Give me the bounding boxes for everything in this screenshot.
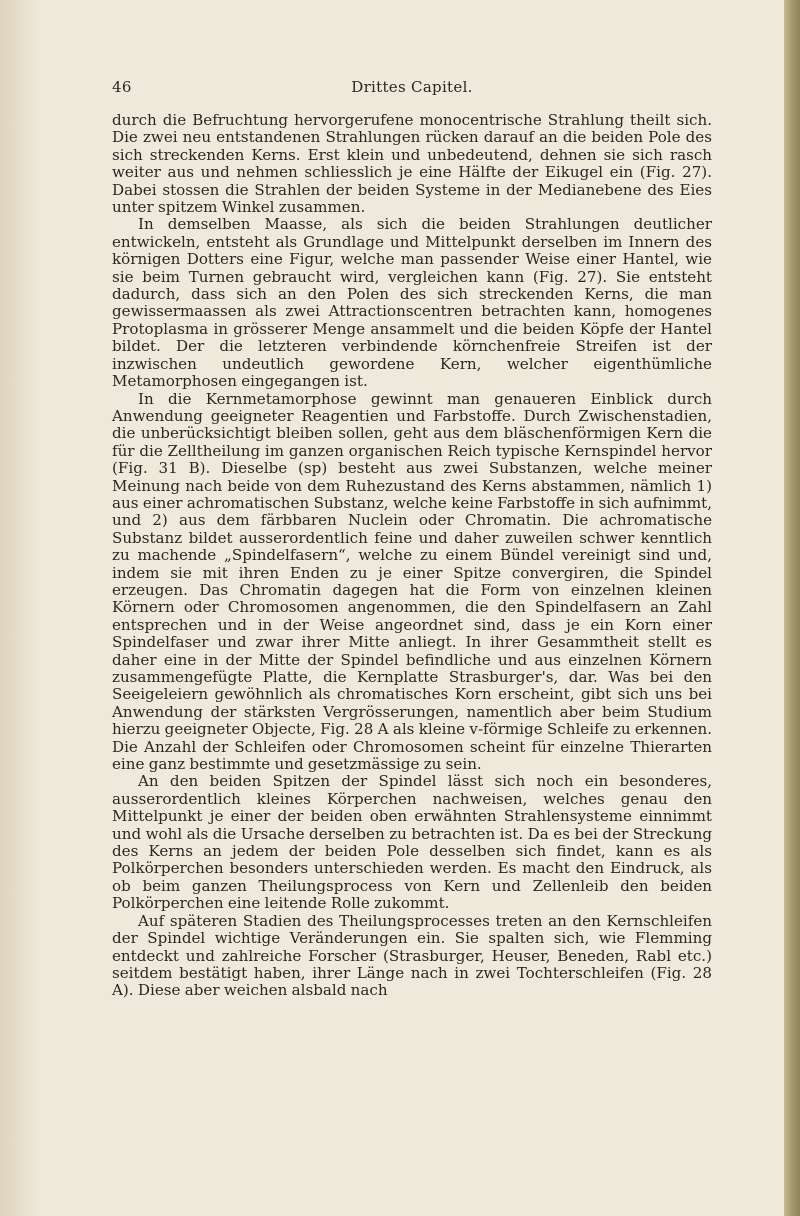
gutter-shadow <box>0 0 40 1216</box>
paragraph: Auf späteren Stadien des Theilungsprocesses treten an den Kernschleifen der Spindel wichtige Veränderungen ein. Sie spalten sich, wie Flemming entdeckt und zahlreiche Forscher (Strasburger, Heuser, Beneden, Rabl etc.) seitdem bestätigt haben, ihrer Länge nach in zwei Tochterschleifen (Fig. 28 A). Diese aber weichen alsbald nach <box>112 911 712 1000</box>
page-edge <box>784 0 800 1216</box>
chapter-title: Drittes Capitel. <box>351 78 473 96</box>
paragraph: In demselben Maasse, als sich die beiden Strahlungen deutlicher entwickeln, entsteht als Grundlage und Mittelpunkt derselben im Innern des körnigen Dotters eine Figur, welche man passender Weise einer Hantel, wie sie beim Turnen gebraucht wird, vergleichen kann (Fig. 27). Sie entsteht dadurch, dass sich an den Polen des sich streckenden Kerns, die man gewissermaassen als zwei Attractionscentren betrachten kann, homogenes Protoplasma in grösserer Menge ansammelt und die beiden Köpfe der Hantel bildet. Der die letzteren verbindende körnchenfreie Streifen ist der inzwischen undeutlich gewordene Kern, welcher eigenthümliche Metamorphosen eingegangen ist. <box>112 215 712 391</box>
body-text <box>112 112 712 1000</box>
paragraph: durch die Befruchtung hervorgerufene monocentrische Strahlung theilt sich. Die zwei neu entstandenen Strahlungen rücken darauf an die beiden Pole des sich streckenden Kerns. Erst klein und unbedeutend, dehnen sie sich rasch weiter aus und nehmen schliesslich je eine Hälfte der Eikugel ein (Fig. 27). Dabei stossen die Strahlen der beiden Systeme in der Medianebene des Eies unter spitzem Winkel zusammen. <box>112 111 712 217</box>
paragraph: In die Kernmetamorphose gewinnt man genaueren Einblick durch Anwendung geeigneter Reagentien und Farbstoffe. Durch Zwischenstadien, die unberücksichtigt bleiben sollen, geht aus dem bläschenförmigen Kern die für die Zelltheilung im ganzen organischen Reich typische Kernspindel hervor (Fig. 31 B). Dieselbe (sp) besteht aus zwei Substanzen, welche meiner Meinung nach beide von dem Ruhezustand des Kerns abstammen, nämlich 1) aus einer achromatischen Substanz, welche keine Farbstoffe in sich aufnimmt, und 2) aus dem färbbaren Nuclein oder Chromatin. Die achromatische Substanz bildet ausserordentlich feine und daher zuweilen schwer kenntlich zu machende „Spindelfasern“, welche zu einem Bündel vereinigt sind und, indem sie mit ihren Enden zu je einer Spitze convergiren, die Spindel erzeugen. Das Chromatin dagegen hat die Form von einzelnen kleinen Körnern oder Chromosomen angenommen, die den Spindelfasern an Zahl entsprechen und in der Weise angeordnet sind, dass je ein Korn einer Spindelfaser und zwar ihrer Mitte anliegt. In ihrer Gesammtheit stellt es daher eine in der Mitte der Spindel befindliche und aus einzelnen Körnern zusammengefügte Platte, die Kernplatte Strasburger's, dar. Was bei den Seeigeleiern gewöhnlich als chromatisches Korn erscheint, gibt sich uns bei Anwendung der stärksten Vergrösserungen, namentlich aber beim Studium hierzu geeigneter Objecte, Fig. 28 A als kleine v-förmige Schleife zu erkennen. Die Anzahl der Schleifen oder Chromosomen scheint für einzelne Thierarten eine ganz bestimmte und gesetzmässige zu sein. <box>112 389 712 774</box>
running-head <box>112 78 712 100</box>
page-number: 46 <box>112 78 132 96</box>
paragraph: An den beiden Spitzen der Spindel lässt sich noch ein besonderes, ausserordentlich kleines Körperchen nachweisen, welches genau den Mittelpunkt je einer der beiden oben erwähnten Strahlensysteme einnimmt und wohl als die Ursache derselben zu betrachten ist. Da es bei der Streckung des Kerns an jedem der beiden Pole desselben sich findet, kann es als Polkörperchen besonders unterschieden werden. Es macht den Eindruck, als ob beim ganzen Theilungsprocess von Kern und Zellenleib den beiden Polkörperchen eine leitende Rolle zukommt. <box>112 772 712 913</box>
